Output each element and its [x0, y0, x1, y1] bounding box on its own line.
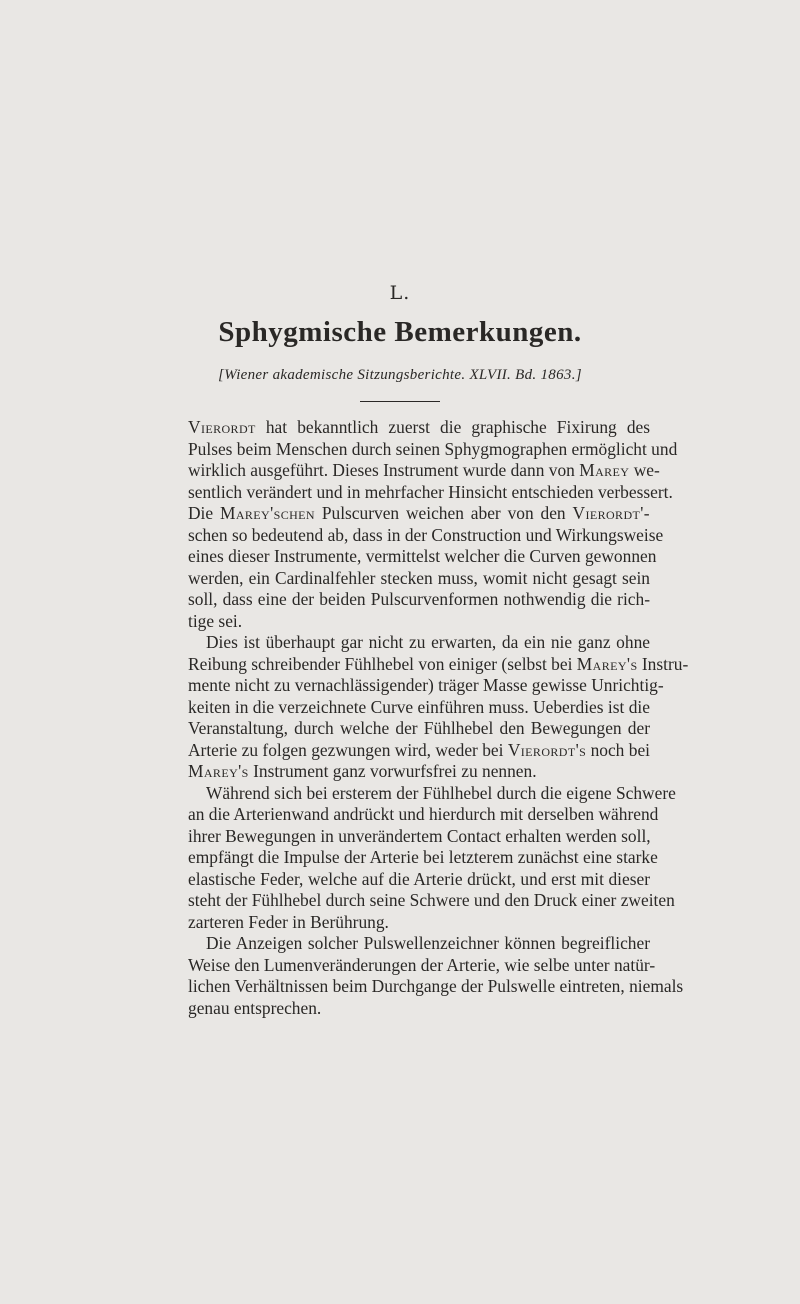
page-title: Sphygmische Bemerkungen.	[218, 316, 582, 348]
text-line: werden, ein Cardinalfehler stecken muss, womit nicht gesagt sein	[188, 567, 650, 588]
text-line: zarteren Feder in Berührung.	[188, 911, 389, 932]
text-line: ihrer Bewegungen in unverändertem Contact erhalten werden soll,	[188, 825, 651, 846]
text-line: schen so bedeutend ab, dass in der Construction und Wirkungsweise	[188, 524, 664, 545]
text-line: Pulses beim Menschen durch seinen Sphygmographen ermöglicht und	[188, 438, 678, 459]
text-line: tige sei.	[188, 610, 243, 631]
text-line: Vierordt hat bekanntlich zuerst die graphische Fixirung des	[188, 417, 650, 437]
divider-rule	[360, 401, 440, 402]
text-line: mente nicht zu vernachlässigender) träger Masse gewisse Unrichtig-	[188, 675, 664, 695]
text-line: Marey's Instrument ganz vorwurfsfrei zu nennen.	[188, 761, 537, 781]
paragraph	[188, 782, 676, 934]
text-line: Die Anzeigen solcher Pulswellenzeichner können begreiflicher	[206, 933, 650, 953]
text-line: Die Marey'schen Pulscurven weichen aber von den Vierordt'-	[188, 503, 650, 523]
paragraph	[188, 417, 678, 632]
text-line: eines dieser Instrumente, vermittelst welcher die Curven gewonnen	[188, 546, 657, 566]
text-line: sentlich verändert und in mehrfacher Hinsicht entschieden verbessert.	[188, 481, 673, 502]
text-line: Reibung schreibender Fühlhebel von einiger (selbst bei Marey's Instru-	[188, 653, 689, 674]
text-line: Dies ist überhaupt gar nicht zu erwarten, da ein nie ganz ohne	[206, 632, 650, 652]
text-line: lichen Verhältnissen beim Durchgange der Pulswelle eintreten, niemals	[188, 976, 684, 996]
paragraph	[188, 933, 684, 1019]
text-line: keiten in die verzeichnete Curve einführen muss. Ueberdies ist die	[188, 696, 650, 717]
text-line: Veranstaltung, durch welche der Fühlhebel den Bewegungen der	[188, 718, 650, 738]
text-line: empfängt die Impulse der Arterie bei letzterem zunächst eine starke	[188, 847, 658, 867]
text-line: Weise den Lumenveränderungen der Arterie, wie selbe unter natür-	[188, 954, 656, 975]
section-number: L.	[389, 282, 411, 304]
text-line: steht der Fühlhebel durch seine Schwere und den Druck einer zweiten	[188, 890, 675, 910]
text-line: elastische Feder, welche auf die Arterie drückt, und erst mit dieser	[188, 868, 650, 889]
text-line: an die Arterienwand andrückt und hierdurch mit derselben während	[188, 804, 659, 824]
text-line: soll, dass eine der beiden Pulscurvenformen nothwendig die rich-	[188, 589, 650, 609]
body-text	[188, 417, 689, 1019]
text-line: Arterie zu folgen gezwungen wird, weder bei Vierordt's noch bei	[188, 739, 650, 760]
text-line: Während sich bei ersterem der Fühlhebel durch die eigene Schwere	[206, 782, 676, 803]
paragraph	[188, 632, 689, 783]
source-citation: [Wiener akademische Sitzungsberichte. XLVII. Bd. 1863.]	[218, 367, 582, 383]
text-line: wirklich ausgeführt. Dieses Instrument wurde dann von Marey we-	[188, 460, 660, 480]
text-line: genau entsprechen.	[188, 997, 322, 1018]
